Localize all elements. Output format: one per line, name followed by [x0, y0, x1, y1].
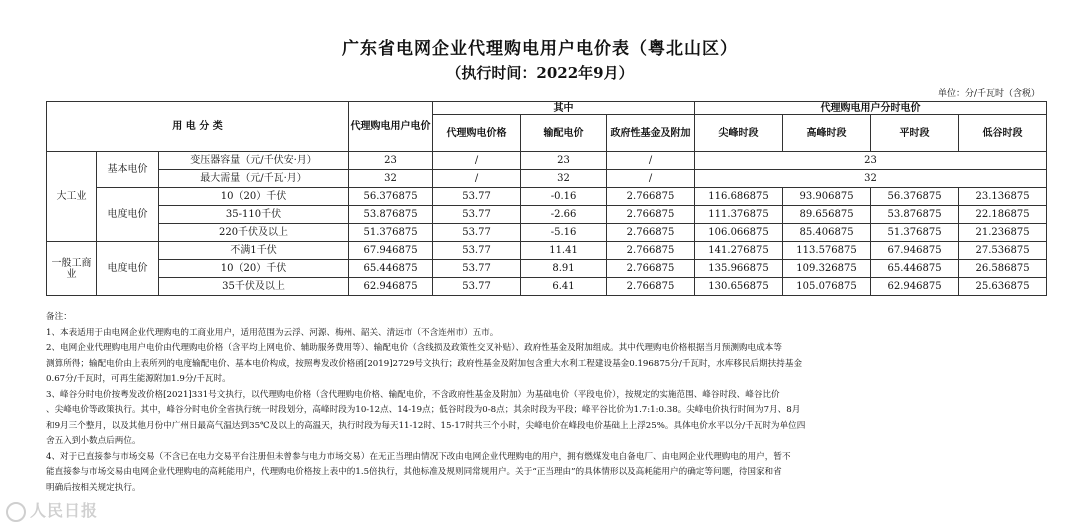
cell-purchase: 53.77 [433, 278, 521, 296]
table-row [47, 278, 1047, 296]
note-line: 4、对于已直接参与市场交易（不含已在电力交易平台注册但未曾参与电力市场交易）在无正当理由情况下改由电网企业代理购电的用户，拥有燃煤发电自备电厂、由电网企业代理购电的用户，暂不 [46, 451, 791, 462]
header-peak: 高峰时段 [783, 115, 871, 152]
table-row [47, 188, 1047, 206]
header-tou: 代理购电用户分时电价 [695, 102, 1047, 115]
cell-agent: 32 [349, 170, 433, 188]
header-flat: 平时段 [871, 115, 959, 152]
notes-heading: 备注： [46, 312, 72, 322]
cell-valley: 22.186875 [959, 206, 1047, 224]
group-industry: 大工业 [47, 152, 97, 242]
cell-agent: 65.446875 [349, 260, 433, 278]
row-label: 最大需量（元/千瓦·月） [159, 170, 349, 188]
header-category: 用 电 分 类 [47, 102, 349, 152]
cell-peak: 93.906875 [783, 188, 871, 206]
row-label: 35-110千伏 [159, 206, 349, 224]
cell-flat: 53.876875 [871, 206, 959, 224]
cell-fund: 2.766875 [607, 242, 695, 260]
group-basic-price: 基本电价 [97, 152, 159, 188]
note-line: 0.67分/千瓦时，可再生能源附加1.9分/千瓦时。 [46, 374, 231, 384]
cell-purchase: 53.77 [433, 224, 521, 242]
cell-fund: 2.766875 [607, 260, 695, 278]
cell-valley: 25.636875 [959, 278, 1047, 296]
row-label: 220千伏及以上 [159, 224, 349, 242]
unit-label: 单位：分/千瓦时（含税） [937, 89, 1040, 99]
header-purchase-price: 代理购电价格 [433, 115, 521, 152]
cell-agent: 23 [349, 152, 433, 170]
notes-section [46, 310, 1036, 496]
cell-agent: 51.376875 [349, 224, 433, 242]
cell-fund: 2.766875 [607, 224, 695, 242]
cell-flat: 62.946875 [871, 278, 959, 296]
cell-transmission: 11.41 [521, 242, 607, 260]
cell-sharp: 116.686875 [695, 188, 783, 206]
note-line: 能直接参与市场交易由电网企业代理购电的高耗能用户，代理购电价格按上表中的1.5倍执行，其他标准及规则同常规用户。关于“正当理由”的具体情形以及高耗能用户的确定等问题，待国家和省 [46, 467, 782, 477]
cell-peak: 105.076875 [783, 278, 871, 296]
row-label: 35千伏及以上 [159, 278, 349, 296]
cell-agent: 62.946875 [349, 278, 433, 296]
cell-transmission: 8.91 [521, 260, 607, 278]
cell-sharp: 141.276875 [695, 242, 783, 260]
cell-peak: 109.326875 [783, 260, 871, 278]
cell-valley: 27.536875 [959, 242, 1047, 260]
cell-transmission: 23 [521, 152, 607, 170]
table-row [47, 152, 1047, 170]
cell-fund: 2.766875 [607, 206, 695, 224]
cell-sharp: 106.066875 [695, 224, 783, 242]
cell-transmission: -5.16 [521, 224, 607, 242]
table-row [47, 242, 1047, 260]
group-energy-price-general: 电度电价 [97, 242, 159, 296]
header-of-which: 其中 [433, 102, 695, 115]
table-row [47, 206, 1047, 224]
cell-transmission: -0.16 [521, 188, 607, 206]
cell-fund: / [607, 152, 695, 170]
cell-flat: 56.376875 [871, 188, 959, 206]
cell-valley: 23.136875 [959, 188, 1047, 206]
row-label: 10（20）千伏 [159, 260, 349, 278]
cell-purchase: 53.77 [433, 206, 521, 224]
note-line: 1、本表适用于由电网企业代理购电的工商业用户，适用范围为云浮、河源、梅州、韶关、清远市（不含连州市）五市。 [46, 327, 499, 338]
group-general: 一般工商业 [47, 242, 97, 296]
row-label: 不满1千伏 [159, 242, 349, 260]
cell-transmission: 32 [521, 170, 607, 188]
watermark-logo-icon [6, 502, 26, 522]
cell-valley: 21.236875 [959, 224, 1047, 242]
cell-purchase: 53.77 [433, 260, 521, 278]
cell-fund: / [607, 170, 695, 188]
page-title: 广东省电网企业代理购电用户电价表（粤北山区） [342, 39, 738, 59]
header-agent-price: 代理购电用户电价 [349, 102, 433, 152]
cell-fund: 2.766875 [607, 188, 695, 206]
note-line: 3、峰谷分时电价按粤发改价格[2021]331号文执行，以代理购电价格（含代理购电价格、输配电价，不含政府性基金及附加）为基础电价（平段电价），按规定的实施范围、峰谷时段、峰谷比价 [46, 389, 780, 400]
cell-transmission: -2.66 [521, 206, 607, 224]
note-line: 和9月三个整月，以及其他月份中广州日最高气温达到35℃及以上的高温天，执行时段为每天11-12时、15-17时共三个小时，尖峰电价在峰段电价基础上上浮25%。具体电价水平以分/千瓦时为单位四 [46, 420, 806, 431]
cell-purchase: 53.77 [433, 242, 521, 260]
header-transmission: 输配电价 [521, 115, 607, 152]
cell-sharp: 130.656875 [695, 278, 783, 296]
cell-purchase: / [433, 170, 521, 188]
cell-flat: 67.946875 [871, 242, 959, 260]
table-row [47, 170, 1047, 188]
page-subtitle: （执行时间：2022年9月） [446, 64, 634, 82]
cell-peak: 85.406875 [783, 224, 871, 242]
cell-sharp: 111.376875 [695, 206, 783, 224]
cell-purchase: 53.77 [433, 188, 521, 206]
cell-tou: 23 [695, 152, 1047, 170]
cell-valley: 26.586875 [959, 260, 1047, 278]
cell-agent: 67.946875 [349, 242, 433, 260]
cell-tou: 32 [695, 170, 1047, 188]
header-sharp-peak: 尖峰时段 [695, 115, 783, 152]
note-line: 测算所得；输配电价由上表所列的电度输配电价、基本电价构成，按照粤发改价格函[2019]2729号文执行；政府性基金及附加包含重大水利工程建设基金0.196875分/千瓦时，水库移民后期扶持基金 [46, 358, 803, 369]
cell-purchase: / [433, 152, 521, 170]
cell-agent: 56.376875 [349, 188, 433, 206]
note-line: 明确后按相关规定执行。 [46, 482, 141, 493]
price-table [46, 101, 1047, 296]
row-label: 变压器容量（元/千伏安·月） [159, 152, 349, 170]
note-line: 、尖峰电价等政策执行。其中，峰谷分时电价全省执行统一时段划分，高峰时段为10-12点、14-19点；低谷时段为0-8点；其余时段为平段；峰平谷比价为1.7:1:0.38。尖峰电价执行时间为7月、8月 [46, 405, 801, 415]
cell-peak: 89.656875 [783, 206, 871, 224]
cell-sharp: 135.966875 [695, 260, 783, 278]
cell-flat: 51.376875 [871, 224, 959, 242]
group-energy-price: 电度电价 [97, 188, 159, 242]
watermark-text: 人民日报 [30, 501, 99, 520]
watermark [6, 498, 98, 522]
cell-transmission: 6.41 [521, 278, 607, 296]
row-label: 10（20）千伏 [159, 188, 349, 206]
note-line: 舍五入到小数点后两位。 [46, 436, 141, 446]
cell-fund: 2.766875 [607, 278, 695, 296]
header-valley: 低谷时段 [959, 115, 1047, 152]
note-line: 2、电网企业代理购电用户电价由代理购电价格（含平均上网电价、辅助服务费用等）、输配电价（含线损及政策性交叉补贴）、政府性基金及附加组成。其中代理购电价格根据当月预测购电成本等 [46, 343, 782, 353]
table-row [47, 224, 1047, 242]
cell-flat: 65.446875 [871, 260, 959, 278]
header-fund: 政府性基金及附加 [607, 115, 695, 152]
cell-agent: 53.876875 [349, 206, 433, 224]
cell-peak: 113.576875 [783, 242, 871, 260]
table-row [47, 260, 1047, 278]
